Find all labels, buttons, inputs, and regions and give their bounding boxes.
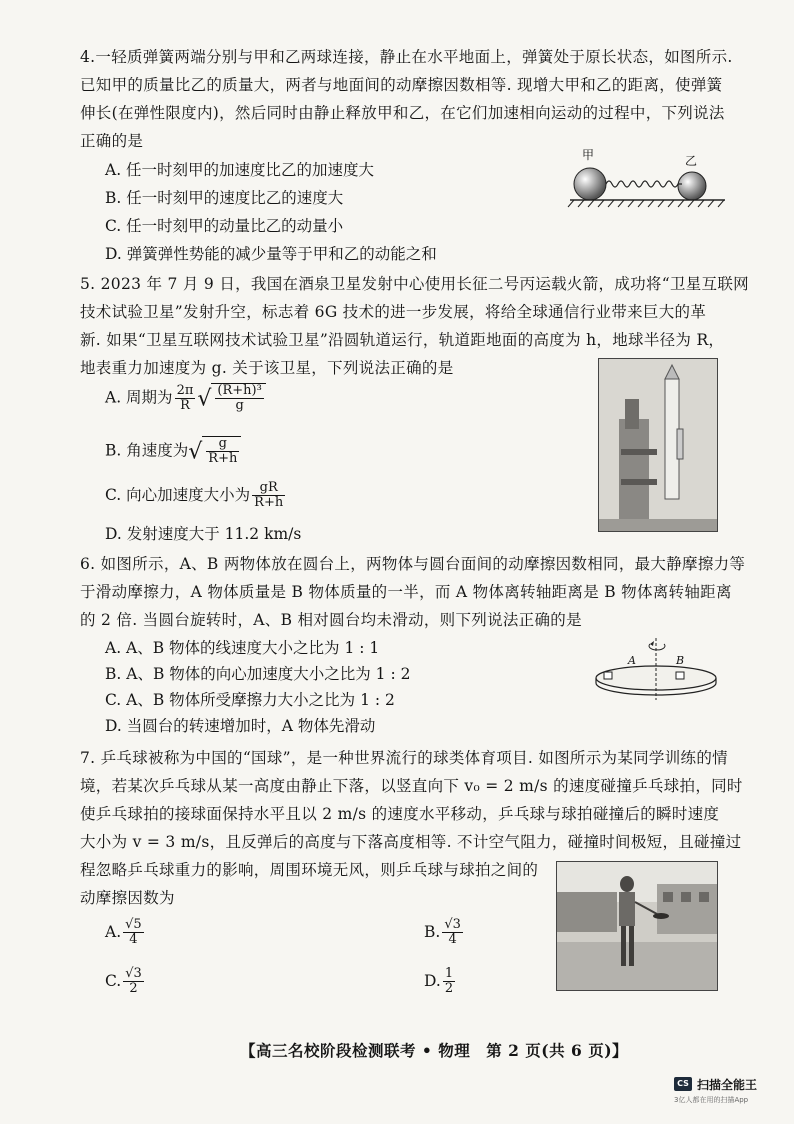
q5-option-b (105, 436, 241, 467)
q5-line-4: 地表重力加速度为 g. 关于该卫星，下列说法正确的是 (80, 359, 454, 377)
label-a: A (628, 654, 636, 667)
rocket-launch-image (599, 359, 717, 531)
q4-line-2: 已知甲的质量比乙的质量大，两者与地面间的动摩擦因数相等. 现增大甲和乙的距离，使弹簧 (80, 76, 723, 94)
q5-option-b-sqrt: √ $\frac{g}{R+h}$ (188, 436, 241, 467)
spring-coil (606, 181, 682, 187)
q6-option-a: A. A、B 物体的线速度大小之比为 1 : 1 (105, 639, 380, 657)
q4-line-3: 伸长(在弹性限度内)，然后同时由静止释放甲和乙，在它们加速相向运动的过程中，下列说法 (80, 104, 725, 122)
q7-line-1: 7. 乒乓球被称为中国的“国球”，是一种世界流行的球类体育项目. 如图所示为某同学训练的情 (80, 749, 728, 767)
q4-option-a: A. 任一时刻甲的加速度比乙的加速度大 (105, 161, 375, 179)
q5-line-1: 5. 2023 年 7 月 9 日，我国在酒泉卫星发射中心使用长征二号丙运载火箭，成功将“卫星互联网 (80, 275, 749, 293)
q6-line-2: 于滑动摩擦力，A 物体质量是 B 物体质量的一半，而 A 物体离转轴距离是 B 物体离转轴距离 (80, 583, 732, 601)
spring-diagram (550, 148, 730, 210)
ball-yi (678, 172, 706, 200)
q5-option-c-frac: $\frac{gR}{R+h}$ (254, 480, 284, 511)
q4-line-1: 4.一轻质弹簧两端分别与甲和乙两球连接，静止在水平地面上，弹簧处于原长状态，如图所示. (80, 48, 733, 66)
q5-option-d: D. 发射速度大于 11.2 km/s (105, 525, 302, 543)
turntable-figure (588, 634, 728, 704)
q5-line-3: 新. 如果“卫星互联网技术试验卫星”沿圆轨道运行，轨道距地面的高度为 h，地球半径为 R， (80, 331, 725, 349)
q6-line-3: 的 2 倍. 当圆台旋转时，A、B 相对圆台均未滑动，则下列说法正确的是 (80, 611, 582, 629)
block-a (604, 672, 612, 679)
q7-line-4: 大小为 v = 3 m/s，且反弹后的高度与下落高度相等. 不计空气阻力，碰撞时间极短，且碰撞过 (80, 833, 742, 851)
page-footer: 【高三名校阶段检测联考 • 物理 第 2 页(共 6 页)】 (240, 1041, 629, 1060)
q7-option-c: C. $\frac{√3}{2}$ (105, 966, 142, 997)
label-b: B (676, 654, 685, 667)
q7-option-b: B. $\frac{√3}{4}$ (424, 917, 461, 948)
table-tennis-photo (556, 861, 718, 991)
q6-option-c: C. A、B 物体所受摩擦力大小之比为 1 : 2 (105, 691, 395, 709)
label-yi: 乙 (685, 154, 698, 168)
spring-figure (550, 148, 730, 210)
q5-option-b-prefix: B. 角速度为 (105, 441, 189, 460)
watermark-subtitle: 3亿人都在用的扫描App (674, 1096, 749, 1104)
block-b (676, 672, 684, 679)
q5-line-2: 技术试验卫星”发射升空，标志着 6G 技术的进一步发展，将给全球通信行业带来巨大的革 (80, 303, 707, 321)
q7-line-2: 境，若某次乒乓球从某一高度由静止下落，以竖直向下 v₀ = 2 m/s 的速度碰撞乒乓球拍，同时 (80, 777, 743, 795)
q5-option-a (105, 383, 266, 414)
q5-option-c (105, 481, 287, 511)
q7-option-a: A. $\frac{√5}{4}$ (105, 917, 142, 948)
q4-option-c: C. 任一时刻甲的动量比乙的动量小 (105, 217, 344, 235)
q6-option-b: B. A、B 物体的向心加速度大小之比为 1 : 2 (105, 665, 411, 683)
q5-option-c-prefix: C. 向心加速度大小为 (105, 485, 251, 504)
q5-option-a-frac: $\frac{2\pi}{R}$ (176, 382, 194, 413)
camscanner-logo: CS (674, 1077, 692, 1091)
q6-option-d: D. 当圆台的转速增加时，A 物体先滑动 (105, 717, 376, 735)
q4-option-b: B. 任一时刻甲的速度比乙的速度大 (105, 189, 344, 207)
q7-option-d: D. $\frac{1}{2}$ (424, 966, 454, 997)
watermark-name: 扫描全能王 (697, 1078, 758, 1092)
q5-option-a-sqrt: √ $\frac{\text{(R+h)³}}{g}$ (197, 383, 265, 414)
label-jia: 甲 (582, 148, 595, 162)
q7-line-3: 使乒乓球拍的接球面保持水平且以 2 m/s 的速度水平移动，乒乓球与球拍碰撞后的瞬时速度 (80, 805, 720, 823)
table-tennis-image (557, 862, 717, 990)
q7-line-6: 动摩擦因数为 (80, 889, 175, 907)
q7-line-5: 程忽略乒乓球重力的影响，周围环境无风，则乒乓球与球拍之间的 (80, 861, 539, 879)
turntable-diagram (588, 634, 728, 704)
ball-jia (574, 168, 606, 200)
ground-hatching (568, 200, 724, 207)
q4-option-d: D. 弹簧弹性势能的减少量等于甲和乙的动能之和 (105, 245, 437, 263)
q6-line-1: 6. 如图所示，A、B 两物体放在圆台上，两物体与圆台面间的动摩擦因数相同，最大静摩擦力等 (80, 555, 746, 573)
q5-option-a-prefix: A. 周期为 (105, 388, 173, 407)
q4-line-4: 正确的是 (80, 132, 144, 150)
rocket-photo (598, 358, 718, 532)
